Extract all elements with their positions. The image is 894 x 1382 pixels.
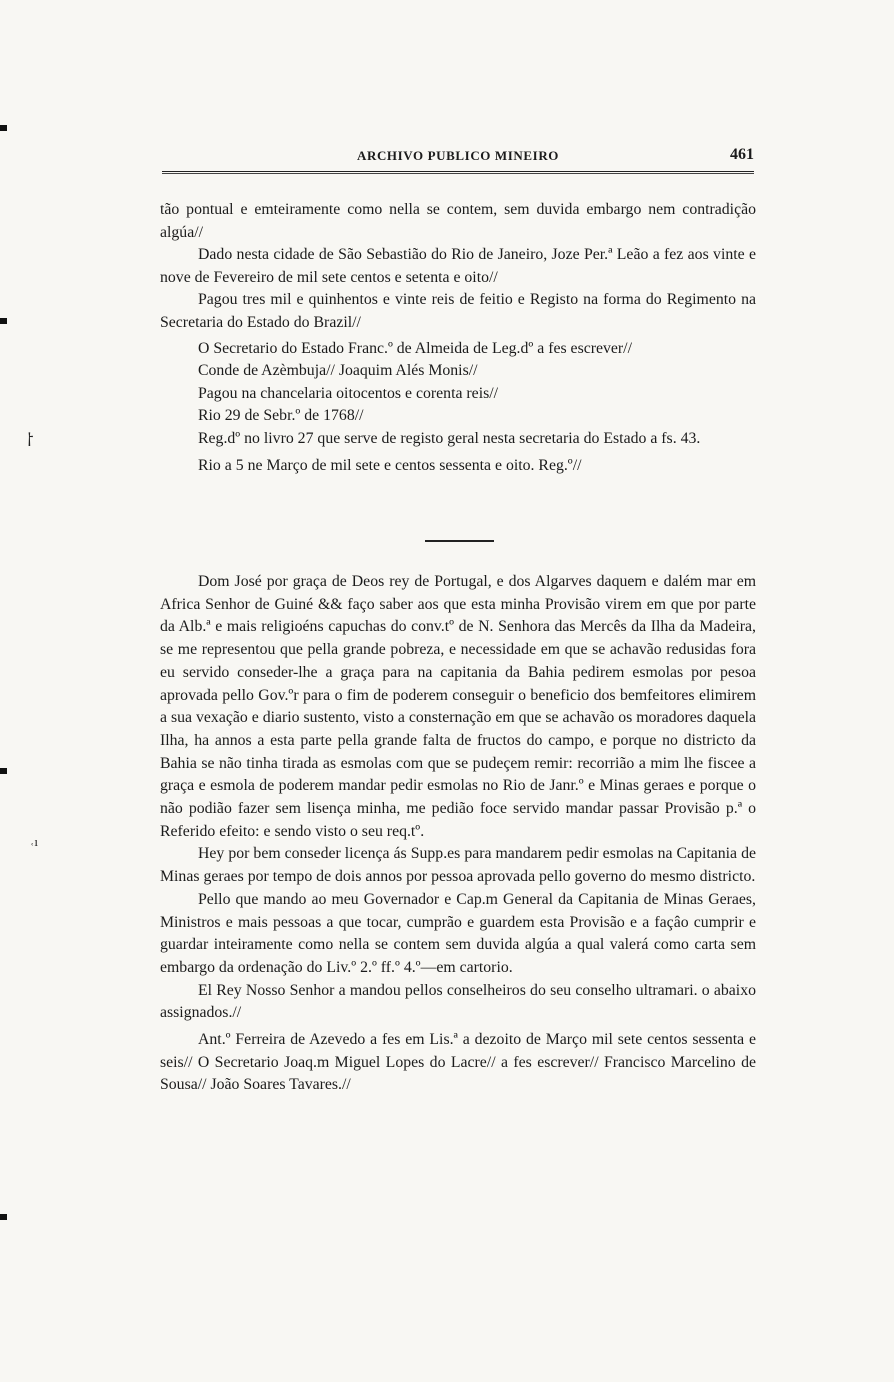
margin-ink-mark: ⸷ — [26, 430, 34, 450]
paragraph: Conde de Azèmbuja// Joaquim Alés Monis// — [198, 362, 478, 380]
paragraph: Hey por bem conseder licença ás Supp.es para mandarem pedir esmolas na Capitania de Minas geraes por tempo de dois annos por pessoa aprovada pello governo do mesmo districto. — [160, 845, 756, 886]
document-1 — [160, 199, 756, 477]
scan-mark — [0, 125, 7, 131]
paragraph: Reg.dº no livro 27 que serve de registo geral nesta secretaria do Estado a fs. 43. — [198, 429, 701, 447]
page-header — [162, 146, 754, 172]
paragraph: Dom José por graça de Deos rey de Portugal, e dos Algarves daquem e dalém mar em Africa Senhor de Guiné && faço saber aos que esta minha Provisão virem em que por parte da Alb.ª e mais religioéns capuchas do conv.tº de N. Senhora das Mercês da Ilha da Madeira, se me representou que pella grande pobreza, e necessidade em que se achavão redusidas fora eu servido conseder-lhe a graça para na capitania da Bahia pedirem esmolas por pesoa aprovada pello Gov.ºr para o fim de poderem conseguir o beneficio dos bemfeitores elimirem a sua vexação e diario sustento, visto a consternação em que se achavão os moradores daquela Ilha, ha annos a esta parte pella grande falta de fructos do campo, e porque no districto da Bahia se não tinha tirada as esmolas com que se pudeçem remir: recorrião a mim lhe fiscee a graça e esmola de poderem mandar pedir esmolas no Rio de Janr.º e Minas geraes e porque o não podião fazer sem lisença minha, me pedião foce servido mandar passar Provisão p.ª o Referido efeito: e sendo visto o seu req.tº. — [160, 573, 756, 840]
paragraph: Pagou tres mil e quinhentos e vinte reis de feitio e Registo na forma do Regimento na Secretaria do Estado do Brazil// — [160, 291, 756, 331]
scan-mark — [0, 1214, 7, 1220]
paragraph: Dado nesta cidade de São Sebastião do Rio de Janeiro, Joze Per.ª Leão a fez aos vinte e nove de Fevereiro de mil sete centos e setenta e oito// — [160, 246, 756, 286]
document-2 — [160, 571, 756, 1097]
paragraph: Pagou na chancelaria oitocentos e corenta reis// — [198, 384, 499, 402]
paragraph: Ant.º Ferreira de Azevedo a fes em Lis.ª a dezoito de Março mil sete centos sessenta e seis// O Secretario Joaq.m Miguel Lopes do Lacre// a fes escrever// Francisco Marcelino de Sousa// João Soares Tavares.// — [160, 1031, 756, 1094]
scan-mark — [0, 768, 7, 774]
running-head: ARCHIVO PUBLICO MINEIRO — [356, 148, 560, 163]
section-separator — [425, 540, 494, 542]
paragraph: Rio a 5 ne Março de mil sete e centos sessenta e oito. Reg.º// — [198, 456, 582, 474]
paragraph: El Rey Nosso Senhor a mandou pellos conselheiros do seu conselho ultramari. o abaixo assignados.// — [160, 981, 756, 1022]
scan-mark — [0, 318, 7, 324]
margin-ink-mark: ˓ı — [30, 834, 38, 849]
header-rule — [162, 171, 754, 174]
page-number: 461 — [730, 146, 754, 163]
paragraph: O Secretario do Estado Franc.º de Almeida de Leg.dº a fes escrever// — [198, 339, 632, 357]
paragraph: Pello que mando ao meu Governador e Cap.m General da Capitania de Minas Geraes, Ministros e mais pessoas a que tocar, cumprão e guardem esta Provisão e a façâo cumprir e guardar inteiramente como nella se contem sem duvida algúa a qual valerá como carta sem embargo da ordenação do Liv.º 2.º ff.º 4.º—em cartorio. — [160, 890, 756, 976]
paragraph: tão pontual e emteiramente como nella se contem, sem duvida embargo nem contradição algúa// — [160, 201, 756, 241]
paragraph: Rio 29 de Sebr.º de 1768// — [198, 407, 364, 425]
